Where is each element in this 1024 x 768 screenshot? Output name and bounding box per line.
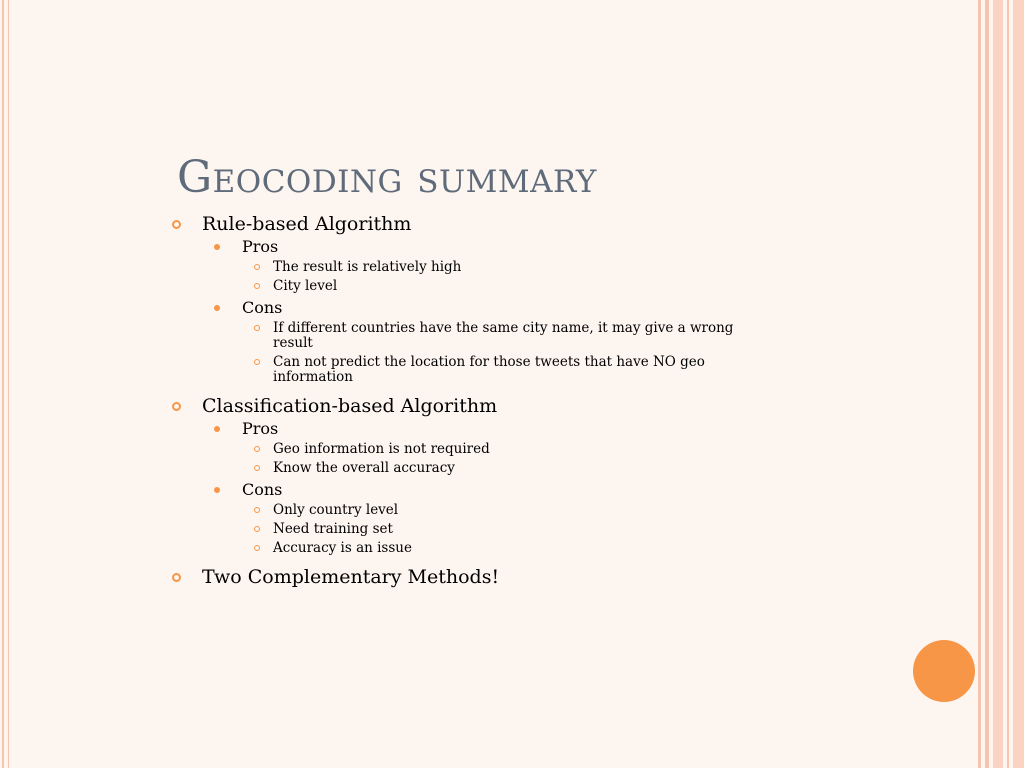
left-border-line	[2, 0, 4, 768]
bullet-item-level1	[172, 394, 812, 556]
bullet-text: Only country level	[273, 502, 399, 518]
bullet-text: Need training set	[273, 521, 393, 537]
bullet-item-level3	[242, 279, 773, 294]
left-border-line	[8, 0, 9, 768]
bullet-text: Accuracy is an issue	[273, 540, 412, 556]
bullet-text: If different countries have the same city name, it may give a wrong result	[273, 320, 734, 351]
right-border-stripe	[1007, 0, 1009, 768]
sub-sub-bullet-list	[242, 503, 812, 556]
bullet-item-level3	[242, 461, 773, 476]
right-border-stripe	[993, 0, 1003, 768]
circle-bullet-icon	[172, 402, 181, 411]
circle-bullet-icon	[254, 446, 260, 452]
bullet-item-level2	[202, 480, 812, 556]
bullet-text: Rule-based Algorithm	[202, 213, 412, 235]
circle-bullet-icon	[172, 220, 181, 229]
bullet-text: Geo information is not required	[273, 441, 490, 457]
bullet-item-level1	[172, 212, 812, 385]
dot-bullet-icon	[214, 426, 220, 432]
bullet-text: City level	[273, 278, 338, 294]
sub-bullet-list	[202, 419, 812, 556]
dot-bullet-icon	[214, 487, 220, 493]
bullet-text: The result is relatively high	[273, 259, 462, 275]
circle-bullet-icon	[254, 325, 260, 331]
bullet-item-level3	[242, 260, 773, 275]
bullet-item-level2	[202, 237, 812, 294]
bullet-item-level1	[172, 565, 812, 590]
circle-bullet-icon	[254, 526, 260, 532]
circle-bullet-icon	[254, 264, 260, 270]
sub-sub-bullet-list	[242, 442, 812, 476]
bullet-text: Two Complementary Methods!	[202, 566, 500, 588]
bullet-item-level2	[202, 298, 812, 385]
slide-content	[172, 212, 812, 599]
bullet-text: Can not predict the location for those tweets that have NO geo information	[273, 354, 705, 385]
bullet-text: Cons	[242, 480, 283, 499]
circle-bullet-icon	[254, 545, 260, 551]
circle-bullet-icon	[172, 573, 181, 582]
bullet-text: Pros	[242, 237, 279, 256]
sub-sub-bullet-list	[242, 321, 812, 385]
right-border-stripe	[1013, 0, 1024, 768]
right-border-stripe	[978, 0, 981, 768]
bullet-text: Cons	[242, 298, 283, 317]
bullet-text: Know the overall accuracy	[273, 460, 455, 476]
dot-bullet-icon	[214, 244, 220, 250]
decorative-circle	[913, 640, 975, 702]
circle-bullet-icon	[254, 507, 260, 513]
bullet-item-level2	[202, 419, 812, 476]
bullet-list	[172, 212, 812, 590]
circle-bullet-icon	[254, 283, 260, 289]
right-border-stripe	[985, 0, 989, 768]
circle-bullet-icon	[254, 465, 260, 471]
bullet-text: Pros	[242, 419, 279, 438]
sub-bullet-list	[202, 237, 812, 385]
bullet-item-level3	[242, 541, 773, 556]
bullet-item-level3	[242, 503, 773, 518]
slide-title: Geocoding summary	[177, 152, 597, 203]
bullet-item-level3	[242, 522, 773, 537]
bullet-text: Classification-based Algorithm	[202, 395, 498, 417]
bullet-item-level3	[242, 442, 773, 457]
sub-sub-bullet-list	[242, 260, 812, 294]
bullet-item-level3	[242, 321, 773, 351]
bullet-item-level3	[242, 355, 773, 385]
dot-bullet-icon	[214, 305, 220, 311]
circle-bullet-icon	[254, 359, 260, 365]
